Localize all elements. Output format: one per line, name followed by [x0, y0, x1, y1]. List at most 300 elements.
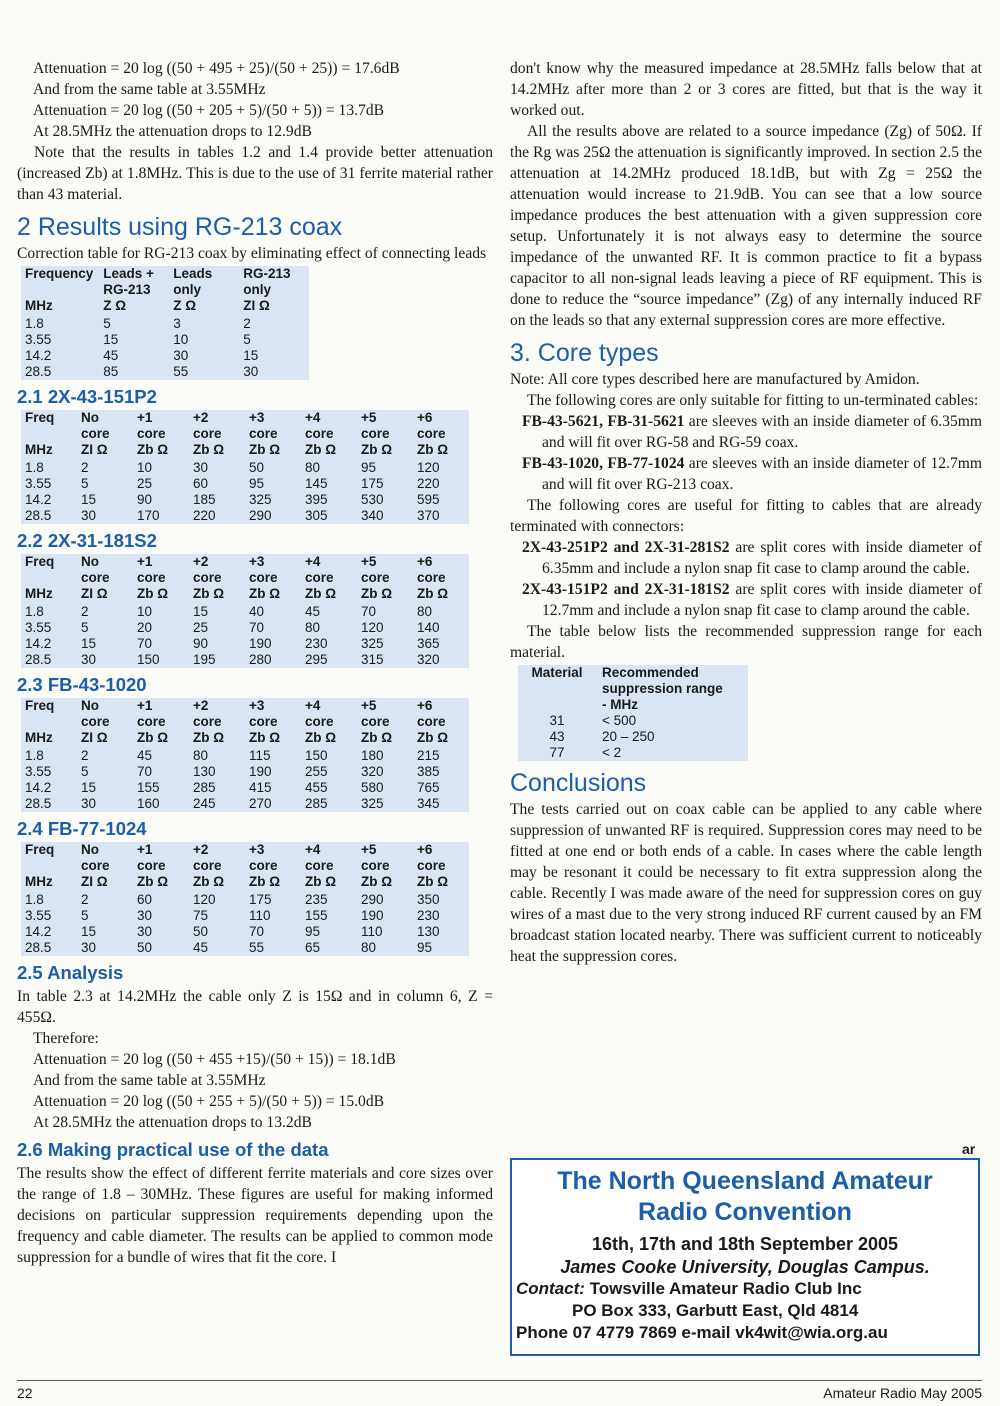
formula-line: At 28.5MHz the attenuation drops to 12.9dB [33, 123, 312, 140]
table-cell: 2 [81, 748, 89, 763]
table-header: core [137, 858, 166, 873]
table-cell: 325 [361, 796, 384, 811]
convention-advert [510, 1158, 980, 1356]
table-header: No [81, 842, 99, 857]
table-header: core [137, 714, 166, 729]
table-row [21, 748, 469, 764]
table-cell: 3.55 [25, 476, 52, 491]
table-cell: 315 [361, 652, 384, 667]
end-mark: ar [962, 1141, 976, 1157]
table-header: Zb Ω [305, 586, 337, 601]
table-cell: 1.8 [25, 892, 44, 907]
table-row [21, 508, 469, 524]
core-part-numbers: 2X-43-151P2 and 2X-31-181S2 [522, 581, 730, 598]
table-header: core [305, 858, 334, 873]
core-item [510, 453, 982, 495]
table-header: +1 [137, 842, 153, 857]
table-row [518, 729, 748, 745]
table-header: No [81, 410, 99, 425]
table-header: Zb Ω [249, 442, 281, 457]
table-cell: 70 [137, 764, 153, 779]
table-row [518, 745, 748, 761]
analysis-text: In table 2.3 at 14.2MHz the cable only Z is 15Ω and in column 6, Z = 455Ω. [17, 988, 493, 1026]
advert-contact [512, 1278, 978, 1300]
table-header [21, 714, 77, 730]
table-header: Freq [25, 842, 55, 857]
table-cell: 15 [243, 348, 259, 363]
table-row [21, 796, 469, 812]
table-cell: 15 [81, 492, 97, 507]
formula-line: Attenuation = 20 log ((50 + 205 + 5)/(50 + 5)) = 13.7dB [33, 102, 385, 119]
table-cell: 220 [417, 476, 440, 491]
table-header: core [305, 426, 334, 441]
section-2-6-heading: 2.6 Making practical use of the data [17, 1139, 329, 1160]
table-header: ZI Ω [81, 730, 108, 745]
table-header: Zb Ω [417, 874, 449, 889]
table-header: +4 [305, 842, 321, 857]
section-2-5-heading: 2.5 Analysis [17, 962, 124, 983]
table-row [21, 652, 469, 668]
table-header: +4 [305, 410, 321, 425]
table-header: Zb Ω [249, 874, 281, 889]
table-row [21, 332, 309, 348]
table-header: core [417, 858, 446, 873]
table-cell: 190 [249, 636, 272, 651]
core-results-table [21, 842, 469, 956]
core-description: are sleeves with an inside diameter of 6.35mm and will fit over RG-58 and RG-59 coax. [542, 413, 983, 451]
table-cell: 85 [103, 364, 119, 379]
table-row [518, 713, 748, 729]
formula-line: Attenuation = 20 log ((50 + 455 +15)/(50 + 15)) = 18.1dB [33, 1051, 396, 1068]
advert-title: The North Queensland Amateur [557, 1167, 933, 1195]
table-header: ZI Ω [243, 298, 270, 313]
table-cell: 20 – 250 [602, 729, 655, 744]
table-cell: 130 [193, 764, 216, 779]
table-header: Zb Ω [193, 442, 225, 457]
table-cell: 3.55 [25, 764, 52, 779]
contact-name: Towsville Amateur Radio Club Inc [584, 1279, 862, 1298]
table-header: Zb Ω [361, 586, 393, 601]
table-header: MHz [25, 730, 53, 745]
table-header: Zb Ω [305, 730, 337, 745]
table-cell: 395 [305, 492, 328, 507]
page-number: 22 [17, 1385, 33, 1401]
table-cell: 70 [249, 620, 265, 635]
formula-line: And from the same table at 3.55MHz [33, 81, 266, 98]
table-cell: 295 [305, 652, 328, 667]
core-description: are split cores with inside diameter of 12.7mm and include a nylon snap fit case to clamp around the cable. [542, 581, 982, 619]
table-header: Zb Ω [137, 874, 169, 889]
advert-venue: James Cooke University, Douglas Campus. [560, 1257, 930, 1277]
table-header: Zb Ω [193, 586, 225, 601]
table-cell: 145 [305, 476, 328, 491]
table-cell: 70 [137, 636, 153, 651]
table-cell: 45 [193, 940, 209, 955]
table-cell: 14.2 [25, 492, 52, 507]
table-cell: 28.5 [25, 508, 52, 523]
table-cell: 370 [417, 508, 440, 523]
formula-line: Attenuation = 20 log ((50 + 255 + 5)/(50 + 5)) = 15.0dB [33, 1093, 385, 1110]
table-cell: 5 [243, 332, 251, 347]
table-header: only [243, 282, 272, 297]
table-cell: 25 [137, 476, 153, 491]
table-cell: 285 [305, 796, 328, 811]
table-header: Zb Ω [305, 442, 337, 457]
table-cell: 55 [249, 940, 265, 955]
table-cell: 28.5 [25, 652, 52, 667]
table-cell: 2 [81, 892, 89, 907]
table-header: Z Ω [173, 298, 197, 313]
table-header: MHz [25, 874, 53, 889]
table-cell: 55 [173, 364, 189, 379]
table-cell: 50 [193, 924, 209, 939]
table-header: Zb Ω [137, 586, 169, 601]
table-row [21, 348, 309, 364]
table-header: +5 [361, 842, 377, 857]
table-cell: 60 [137, 892, 153, 907]
table-header: RG-213 [103, 282, 151, 297]
table-header: MHz [25, 442, 53, 457]
table-header: core [81, 714, 110, 729]
table-row [21, 492, 469, 508]
table-header: core [81, 858, 110, 873]
table-header: core [361, 570, 390, 585]
table-header: Zb Ω [137, 442, 169, 457]
table-cell: 14.2 [25, 780, 52, 795]
table-header [21, 426, 77, 442]
table-header: suppression range [602, 681, 723, 696]
table-header: core [249, 714, 278, 729]
table-cell: 5 [103, 316, 111, 331]
table-cell: 15 [81, 636, 97, 651]
table-cell: 3.55 [25, 620, 52, 635]
table-header: Freq [25, 698, 55, 713]
table-cell: 45 [137, 748, 153, 763]
table-cell: 15 [103, 332, 119, 347]
table-cell: 350 [417, 892, 440, 907]
table-header: MHz [25, 298, 53, 313]
table-header: +6 [417, 698, 433, 713]
core-item [510, 411, 982, 453]
core-table-heading: 2.4 FB-77-1024 [17, 818, 147, 839]
table-cell: 305 [305, 508, 328, 523]
table-header: Leads + [103, 266, 154, 281]
table-cell: 50 [249, 460, 265, 475]
core-tables [17, 386, 493, 956]
table-cell: 235 [305, 892, 328, 907]
table-header: core [361, 426, 390, 441]
table-cell: 28.5 [25, 940, 52, 955]
core-item [510, 537, 982, 579]
table-header: core [417, 570, 446, 585]
table-cell: 28.5 [25, 796, 52, 811]
table-header [21, 282, 99, 298]
table-cell: 77 [549, 745, 565, 760]
core-types-text: The table below lists the recommended suppression range for each material. [510, 623, 982, 661]
core-part-numbers: FB-43-1020, FB-77-1024 [522, 455, 685, 472]
advert-title: Radio Convention [638, 1198, 852, 1226]
table-cell: 30 [137, 908, 153, 923]
conclusions-heading: Conclusions [510, 769, 647, 797]
table-header: Zb Ω [305, 874, 337, 889]
right-column [510, 58, 982, 967]
table-cell: 70 [361, 604, 377, 619]
table-header: +1 [137, 698, 153, 713]
table-header: Freq [25, 410, 55, 425]
table-cell: 120 [361, 620, 384, 635]
table-cell: 43 [549, 729, 565, 744]
table-header: Zb Ω [249, 730, 281, 745]
continuation-paragraph: don't know why the measured impedance at 28.5MHz falls below that at 14.2MHz after more than 2 or 3 cores are fitted, but that is the way it worked out. [510, 60, 982, 119]
core-description: are split cores with inside diameter of 6.35mm and include a nylon snap fit case to clamp around the cable. [542, 539, 982, 577]
table-cell: 195 [193, 652, 216, 667]
intro-formulas [17, 58, 493, 142]
table-header: +2 [193, 698, 209, 713]
table-cell: 345 [417, 796, 440, 811]
table-header: +3 [249, 698, 265, 713]
table-cell: 5 [81, 620, 89, 635]
table-cell: 285 [193, 780, 216, 795]
table-cell: 255 [305, 764, 328, 779]
table-cell: 340 [361, 508, 384, 523]
table-header: core [137, 426, 166, 441]
table-row [21, 316, 309, 332]
table-cell: 45 [305, 604, 321, 619]
table-cell: 20 [137, 620, 153, 635]
table-cell: 170 [137, 508, 160, 523]
table-row [21, 764, 469, 780]
table-cell: 30 [81, 652, 97, 667]
table-cell: 30 [193, 460, 209, 475]
table-header: +6 [417, 554, 433, 569]
table-header: +2 [193, 410, 209, 425]
table-row [21, 364, 309, 380]
table-cell: 270 [249, 796, 272, 811]
table-cell: 95 [305, 924, 321, 939]
table-cell: 10 [173, 332, 189, 347]
table-cell: 95 [249, 476, 265, 491]
table-cell: 120 [417, 460, 440, 475]
table-row [21, 924, 469, 940]
table-row [21, 476, 469, 492]
table-cell: 30 [173, 348, 189, 363]
table-header: - MHz [602, 697, 638, 712]
core-table-heading: 2.2 2X-31-181S2 [17, 530, 157, 551]
table-row [21, 604, 469, 620]
core-results-table [21, 410, 469, 524]
core-table-heading: 2.3 FB-43-1020 [17, 674, 147, 695]
table-cell: 320 [417, 652, 440, 667]
table-cell: 150 [305, 748, 328, 763]
table-header: +5 [361, 554, 377, 569]
table-cell: 30 [243, 364, 259, 379]
table-header: core [193, 714, 222, 729]
section-3-heading: 3. Core types [510, 339, 659, 367]
table-header: only [173, 282, 202, 297]
core-part-numbers: FB-43-5621, FB-31-5621 [522, 413, 685, 430]
table-cell: 45 [103, 348, 119, 363]
table-header: +1 [137, 410, 153, 425]
table-cell: 10 [137, 460, 153, 475]
table-header: MHz [25, 586, 53, 601]
core-part-numbers: 2X-43-251P2 and 2X-31-281S2 [522, 539, 730, 556]
table-cell: 110 [361, 924, 383, 939]
table-cell: 80 [361, 940, 377, 955]
contact-label: Contact: [516, 1279, 585, 1298]
section-2-text: Correction table for RG-213 coax by eliminating effect of connecting leads [17, 245, 487, 262]
table-header: ZI Ω [81, 874, 108, 889]
table-cell: 3.55 [25, 332, 52, 347]
table-cell: 455 [305, 780, 328, 795]
table-cell: 1.8 [25, 460, 44, 475]
table-cell: 30 [81, 508, 97, 523]
practical-use-text: The results show the effect of different ferrite materials and core sizes over the range of 1.8 – 30MHz. These figures are useful for making informed decisions on particular suppression requirements depending upon the frequency and cable diameter. The results can be applied to common mode suppression for a bundle of wires that fit the core. I [17, 1165, 493, 1266]
table-cell: 2 [243, 316, 251, 331]
intro-note: Note that the results in tables 1.2 and 1.4 provide better attenuation (increased Zb) at 1.8MHz. This is due to the use of 31 ferrite material rather than 43 material. [17, 144, 493, 203]
section-2-heading: 2 Results using RG-213 coax [17, 213, 343, 241]
table-cell: 150 [137, 652, 160, 667]
publication-info: Amateur Radio May 2005 [823, 1385, 982, 1401]
table-header: ZI Ω [81, 442, 108, 457]
table-cell: < 2 [602, 745, 622, 760]
table-cell: 3 [173, 316, 181, 331]
table-cell: 95 [417, 940, 433, 955]
table-header: +2 [193, 554, 209, 569]
table-cell: 290 [361, 892, 384, 907]
table-header: Material [531, 665, 583, 680]
source-impedance-paragraph: All the results above are related to a source impedance (Zg) of 50Ω. If the Rg was 25Ω the attenuation is significantly improved. In section 2.5 the attenuation at 14.2MHz produced 18.1dB, but with Zg = 25Ω the attenuation would increase to 21.9dB. You can see that a low source impedance produces the best attenuation with a given suppression core setup. Unfortunately it is not always easy to determine the source impedance of the unwanted RF. It is common practice to fit a bypass capacitor to all non-signal leads leaving a piece of RF equipment. This is done to reduce the “source impedance” (Zg) of any internally induced RF on the leads so that any external suppression cores are more effective. [510, 123, 982, 329]
table-cell: 1.8 [25, 316, 44, 331]
table-cell: 415 [249, 780, 272, 795]
table-header: core [361, 858, 390, 873]
advert-dates: 16th, 17th and 18th September 2005 [591, 1234, 899, 1254]
table-cell: 230 [417, 908, 440, 923]
table-cell: 185 [193, 492, 216, 507]
formula-line: Therefore: [33, 1030, 99, 1047]
table-header: Zb Ω [361, 874, 393, 889]
table-cell: 175 [249, 892, 272, 907]
table-cell: 215 [417, 748, 440, 763]
table-cell: 175 [361, 476, 384, 491]
table-header: +5 [361, 698, 377, 713]
table-cell: 120 [193, 892, 216, 907]
table-cell: 31 [549, 713, 565, 728]
table-header: core [305, 570, 334, 585]
core-types-note: Note: All core types described here are manufactured by Amidon. [510, 371, 920, 388]
table-row [21, 460, 469, 476]
table-cell: 25 [193, 620, 209, 635]
table-cell: 160 [137, 796, 160, 811]
table-header [21, 858, 77, 874]
table-header: +2 [193, 842, 209, 857]
table-cell: 70 [249, 924, 265, 939]
table-cell: 190 [249, 764, 272, 779]
table-header: core [193, 426, 222, 441]
table-row [21, 892, 469, 908]
page-footer [17, 1380, 982, 1401]
table-cell: 28.5 [25, 364, 52, 379]
table-cell: 280 [249, 652, 272, 667]
table-cell: 15 [193, 604, 209, 619]
table-header: +4 [305, 554, 321, 569]
table-header: No [81, 698, 99, 713]
table-header: ZI Ω [81, 586, 108, 601]
advert-address: PO Box 333, Garbutt East, Qld 4814 [572, 1301, 859, 1320]
table-cell: 245 [193, 796, 216, 811]
table-cell: 14.2 [25, 348, 52, 363]
table-header: core [361, 714, 390, 729]
table-cell: 190 [361, 908, 384, 923]
table-header: +3 [249, 410, 265, 425]
table-header: Zb Ω [249, 586, 281, 601]
table-header: Zb Ω [361, 730, 393, 745]
table-header: RG-213 [243, 266, 291, 281]
table-header: +3 [249, 554, 265, 569]
table-cell: 365 [417, 636, 440, 651]
material-range-table [518, 665, 748, 761]
table-header: core [417, 426, 446, 441]
table-cell: 3.55 [25, 908, 52, 923]
table-cell: 75 [193, 908, 209, 923]
table-cell: 90 [193, 636, 209, 651]
table-cell: 140 [417, 620, 440, 635]
core-results-table [21, 554, 469, 668]
table-cell: 2 [81, 604, 89, 619]
core-item [510, 579, 982, 621]
core-description: are sleeves with an inside diameter of 12.7mm and will fit over RG-213 coax. [542, 455, 983, 493]
table-header: core [417, 714, 446, 729]
table-header: core [249, 858, 278, 873]
table-cell: 155 [305, 908, 328, 923]
table-cell: 30 [81, 940, 97, 955]
table-cell: 230 [305, 636, 328, 651]
table-cell: 14.2 [25, 924, 52, 939]
table-header: Frequency [25, 266, 94, 281]
table-cell: 290 [249, 508, 272, 523]
table-cell: 40 [249, 604, 265, 619]
table-header: Zb Ω [417, 586, 449, 601]
table-cell: 325 [249, 492, 272, 507]
conclusions-text: The tests carried out on coax cable can be applied to any cable where suppression of unwanted RF is required. Suppression cores may need to be fitted at one end or both ends of a cable. In cases where the cable length may be resonant it could be necessary to fit extra suppression along the cable. Recently I was made aware of the need for suppression cores on guy wires of a mast due to the very strong induced RF current caused by an FM broadcast station located nearby. There was sufficient current to noticeably heat the suppression cores. [510, 801, 982, 965]
table-header: Zb Ω [193, 730, 225, 745]
table-header: +5 [361, 410, 377, 425]
left-column [17, 58, 493, 1268]
table-cell: 90 [137, 492, 153, 507]
table-header: core [305, 714, 334, 729]
table-header: Zb Ω [193, 874, 225, 889]
table-cell: 10 [137, 604, 153, 619]
table-cell: 80 [305, 460, 321, 475]
table-cell: 30 [81, 796, 97, 811]
table-header [21, 570, 77, 586]
table-cell: 60 [193, 476, 209, 491]
table-cell: 2 [81, 460, 89, 475]
table-cell: 15 [81, 924, 97, 939]
advert-phone: Phone 07 4779 7869 e-mail vk4wit@wia.org.au [516, 1323, 888, 1342]
core-results-table [21, 698, 469, 812]
table-cell: 50 [137, 940, 153, 955]
table-cell: 80 [417, 604, 433, 619]
table-header: core [249, 426, 278, 441]
table-header: No [81, 554, 99, 569]
table-header: Freq [25, 554, 55, 569]
table-cell: 1.8 [25, 748, 44, 763]
table-cell: 325 [361, 636, 384, 651]
table-header: +4 [305, 698, 321, 713]
table-header: +1 [137, 554, 153, 569]
table-header: Zb Ω [137, 730, 169, 745]
table-cell: 30 [137, 924, 153, 939]
